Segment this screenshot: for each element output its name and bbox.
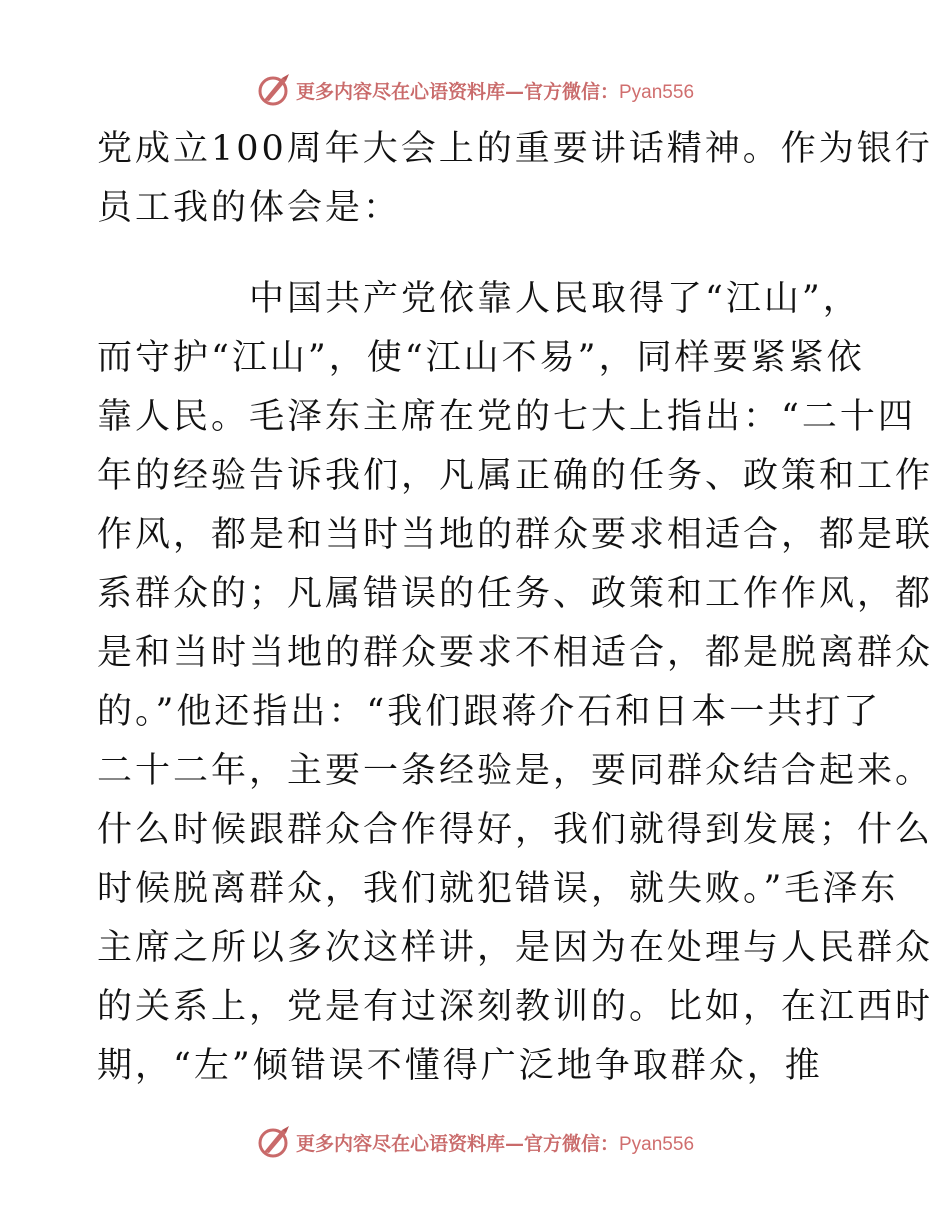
watermark-brand: Pyan556 [619, 81, 695, 103]
text-line: 是和当时当地的群众要求不相适合，都是脱离群众 [97, 633, 934, 673]
header-watermark [0, 70, 950, 110]
text-line: 主席之所以多次这样讲，是因为在处理与人民群众 [97, 928, 934, 968]
text-line: 的关系上，党是有过深刻教训的。比如，在江西时 [97, 987, 934, 1027]
text-line: 系群众的；凡属错误的任务、政策和工作作风，都 [97, 574, 934, 614]
watermark-text [296, 77, 694, 104]
text-line: 什么时候跟群众合作得好，我们就得到发展；什么 [97, 810, 934, 850]
quill-pen-circle-icon [256, 1124, 292, 1160]
text-line: 靠人民。毛泽东主席在党的七大上指出：“二十四 [97, 397, 916, 437]
text-line: 二十二年，主要一条经验是，要同群众结合起来。 [97, 751, 934, 791]
watermark-label: 更多内容尽在心语资料库—官方微信： [295, 80, 619, 103]
watermark-brand: Pyan556 [619, 1133, 695, 1155]
text-line: 时候脱离群众，我们就犯错误，就失败。”毛泽东 [97, 869, 899, 909]
text-line: 而守护“江山”，使“江山不易”，同样要紧紧依 [97, 338, 865, 378]
document-body [97, 120, 934, 1096]
text-line: 作风，都是和当时当地的群众要求相适合，都是联 [97, 515, 934, 555]
watermark-label: 更多内容尽在心语资料库—官方微信： [295, 1132, 619, 1155]
footer-watermark [0, 1122, 950, 1162]
paragraph-gap [97, 238, 857, 270]
watermark-text [296, 1129, 694, 1156]
text-line: 的。”他还指出：“我们跟蒋介石和日本一共打了 [97, 692, 882, 732]
text-line: 年的经验告诉我们，凡属正确的任务、政策和工作 [97, 456, 934, 496]
text-line: 党成立100周年大会上的重要讲话精神。作为银行 [97, 129, 933, 169]
text-line: 期，“左”倾错误不懂得广泛地争取群众，推 [97, 1046, 823, 1086]
text-line: 中国共产党依靠人民取得了“江山”， [249, 279, 861, 319]
quill-pen-circle-icon [256, 72, 292, 108]
text-line: 员工我的体会是： [97, 188, 402, 228]
